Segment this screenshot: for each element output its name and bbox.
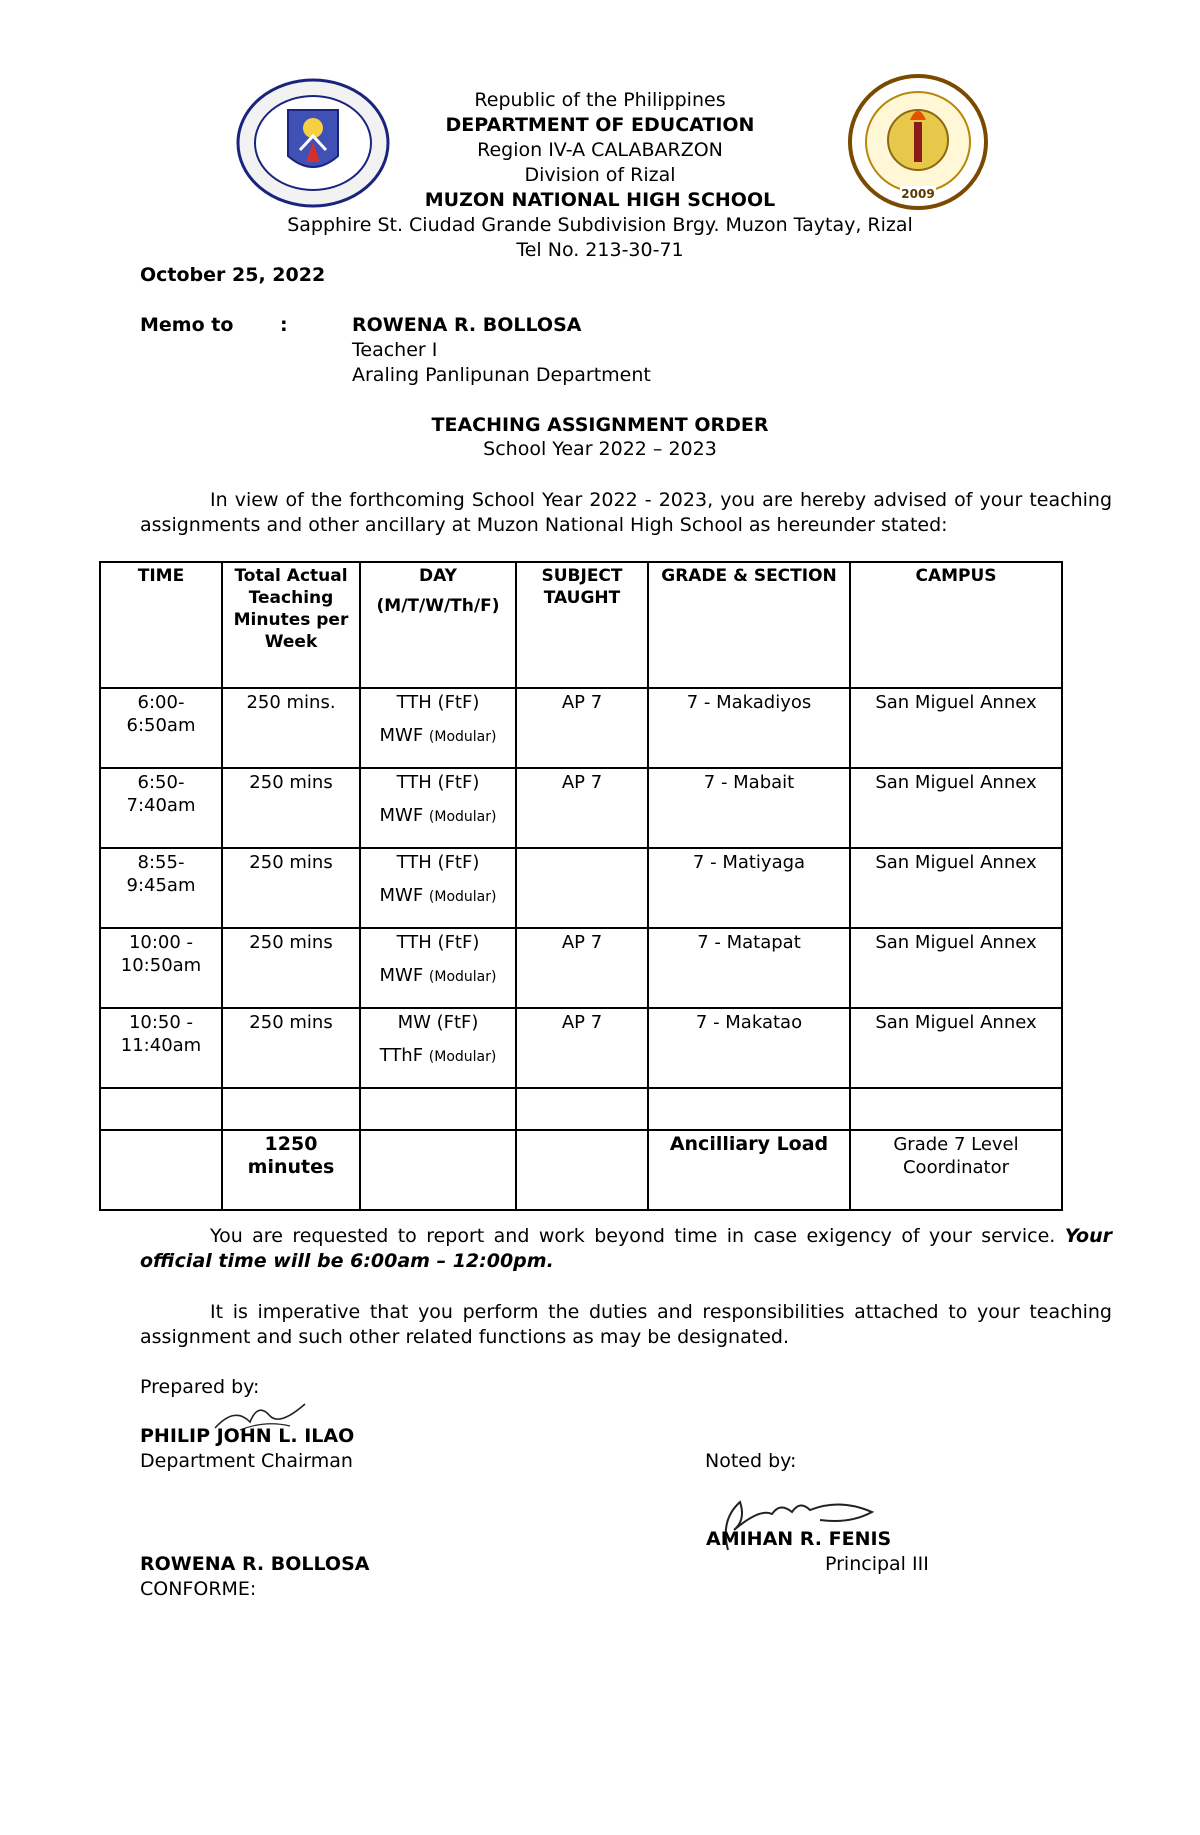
table-row bbox=[100, 1008, 1062, 1088]
ancillary-load-label: Ancilliary Load bbox=[648, 1130, 850, 1210]
report-paragraph bbox=[140, 1224, 1112, 1274]
day-modular-note: (Modular) bbox=[428, 969, 497, 985]
school-year-subtitle: School Year 2022 – 2023 bbox=[483, 438, 717, 460]
blank-cell bbox=[100, 1130, 222, 1210]
cell-minutes: 250 mins bbox=[222, 848, 360, 928]
cell-section: 7 - Matapat bbox=[648, 928, 850, 1008]
right-seal-year: 2009 bbox=[901, 187, 935, 201]
cell-section: 7 - Makatao bbox=[648, 1008, 850, 1088]
official-time-text: Your official time will be 6:00am – 12:00pm. bbox=[140, 1225, 1112, 1272]
letterhead bbox=[0, 88, 1200, 263]
division-line: Division of Rizal bbox=[524, 164, 676, 186]
blank-cell bbox=[360, 1088, 516, 1130]
cell-time: 6:00- 6:50am bbox=[100, 688, 222, 768]
noted-by-title: Principal III bbox=[825, 1553, 929, 1575]
blank-cell bbox=[850, 1088, 1062, 1130]
order-title: TEACHING ASSIGNMENT ORDER bbox=[431, 414, 769, 436]
day-modular-note: (Modular) bbox=[428, 1049, 497, 1065]
header-day bbox=[360, 562, 516, 688]
noted-by-label: Noted by: bbox=[705, 1450, 797, 1472]
prepared-by-name: PHILIP JOHN L. ILAO bbox=[140, 1425, 355, 1447]
table-row bbox=[100, 768, 1062, 848]
cell-minutes: 250 mins bbox=[222, 928, 360, 1008]
blank-cell bbox=[516, 1130, 648, 1210]
blank-cell bbox=[516, 1088, 648, 1130]
ancillary-load-value: Grade 7 Level Coordinator bbox=[850, 1130, 1062, 1210]
prepared-by-label: Prepared by: bbox=[140, 1376, 260, 1398]
cell-time: 10:50 - 11:40am bbox=[100, 1008, 222, 1088]
memo-recipient-department: Araling Panlipunan Department bbox=[352, 364, 651, 386]
cell-subject: AP 7 bbox=[516, 1008, 648, 1088]
cell-section: 7 - Matiyaga bbox=[648, 848, 850, 928]
cell-subject: AP 7 bbox=[516, 928, 648, 1008]
region-line: Region IV-A CALABARZON bbox=[477, 139, 723, 161]
department-line: DEPARTMENT OF EDUCATION bbox=[445, 114, 755, 136]
day-modular: MWF bbox=[379, 965, 424, 986]
cell-section: 7 - Makadiyos bbox=[648, 688, 850, 768]
cell-campus: San Miguel Annex bbox=[850, 928, 1062, 1008]
noted-by-name: AMIHAN R. FENIS bbox=[706, 1528, 892, 1550]
total-minutes: 1250 minutes bbox=[222, 1130, 360, 1210]
day-modular-note: (Modular) bbox=[428, 809, 497, 825]
table-row bbox=[100, 688, 1062, 768]
day-modular: MWF bbox=[379, 805, 424, 826]
blank-cell bbox=[100, 1088, 222, 1130]
day-ftf: TTH (FtF) bbox=[396, 692, 480, 713]
memo-recipient-position: Teacher I bbox=[352, 339, 438, 361]
cell-subject bbox=[516, 848, 648, 928]
day-ftf: MW (FtF) bbox=[397, 1012, 479, 1033]
teaching-schedule-table bbox=[99, 561, 1063, 1211]
report-text: You are requested to report and work beyond time in case exigency of your service. bbox=[210, 1225, 1056, 1247]
intro-paragraph: In view of the forthcoming School Year 2022 - 2023, you are hereby advised of your teaching assignments and other ancillary at Muzon National High School as hereunder stated: bbox=[140, 489, 1112, 536]
day-ftf: TTH (FtF) bbox=[396, 772, 480, 793]
cell-campus: San Miguel Annex bbox=[850, 848, 1062, 928]
header-grade-section: GRADE & SECTION bbox=[648, 562, 850, 688]
day-modular: MWF bbox=[379, 725, 424, 746]
memo-recipient-name: ROWENA R. BOLLOSA bbox=[352, 314, 582, 336]
cell-time: 10:00 - 10:50am bbox=[100, 928, 222, 1008]
table-blank-row bbox=[100, 1088, 1062, 1130]
memo-to-label: Memo to bbox=[140, 314, 234, 336]
cell-day bbox=[360, 768, 516, 848]
school-name: MUZON NATIONAL HIGH SCHOOL bbox=[424, 189, 776, 211]
memo-date: October 25, 2022 bbox=[140, 264, 326, 286]
header-day-label: DAY bbox=[419, 566, 457, 586]
cell-day bbox=[360, 928, 516, 1008]
conforme-name: ROWENA R. BOLLOSA bbox=[140, 1553, 370, 1575]
day-ftf: TTH (FtF) bbox=[396, 932, 480, 953]
prepared-by-title: Department Chairman bbox=[140, 1450, 353, 1472]
cell-day bbox=[360, 688, 516, 768]
table-row bbox=[100, 928, 1062, 1008]
cell-minutes: 250 mins bbox=[222, 1008, 360, 1088]
day-modular-note: (Modular) bbox=[428, 729, 497, 745]
day-ftf: TTH (FtF) bbox=[396, 852, 480, 873]
table-row bbox=[100, 848, 1062, 928]
blank-cell bbox=[222, 1088, 360, 1130]
cell-time: 6:50- 7:40am bbox=[100, 768, 222, 848]
cell-campus: San Miguel Annex bbox=[850, 688, 1062, 768]
cell-time: 8:55- 9:45am bbox=[100, 848, 222, 928]
day-modular: MWF bbox=[379, 885, 424, 906]
header-subject: SUBJECT TAUGHT bbox=[516, 562, 648, 688]
header-day-sub: (M/T/W/Th/F) bbox=[376, 596, 500, 616]
header-minutes: Total Actual Teaching Minutes per Week bbox=[222, 562, 360, 688]
cell-campus: San Miguel Annex bbox=[850, 768, 1062, 848]
header-campus: CAMPUS bbox=[850, 562, 1062, 688]
republic-line: Republic of the Philippines bbox=[474, 89, 726, 111]
cell-minutes: 250 mins. bbox=[222, 688, 360, 768]
day-modular: TThF bbox=[379, 1045, 424, 1066]
school-tel: Tel No. 213-30-71 bbox=[516, 239, 684, 261]
cell-campus: San Miguel Annex bbox=[850, 1008, 1062, 1088]
table-total-row bbox=[100, 1130, 1062, 1210]
school-address: Sapphire St. Ciudad Grande Subdivision Brgy. Muzon Taytay, Rizal bbox=[287, 214, 913, 236]
cell-subject: AP 7 bbox=[516, 688, 648, 768]
table-header-row bbox=[100, 562, 1062, 688]
header-time: TIME bbox=[100, 562, 222, 688]
blank-cell bbox=[360, 1130, 516, 1210]
cell-minutes: 250 mins bbox=[222, 768, 360, 848]
duties-paragraph: It is imperative that you perform the duties and responsibilities attached to your teaching assignment and such other related functions as may be designated. bbox=[140, 1301, 1112, 1348]
memo-to-colon: : bbox=[280, 314, 288, 336]
cell-day bbox=[360, 1008, 516, 1088]
cell-section: 7 - Mabait bbox=[648, 768, 850, 848]
blank-cell bbox=[648, 1088, 850, 1130]
day-modular-note: (Modular) bbox=[428, 889, 497, 905]
cell-day bbox=[360, 848, 516, 928]
cell-subject: AP 7 bbox=[516, 768, 648, 848]
conforme-label: CONFORME: bbox=[140, 1578, 257, 1600]
